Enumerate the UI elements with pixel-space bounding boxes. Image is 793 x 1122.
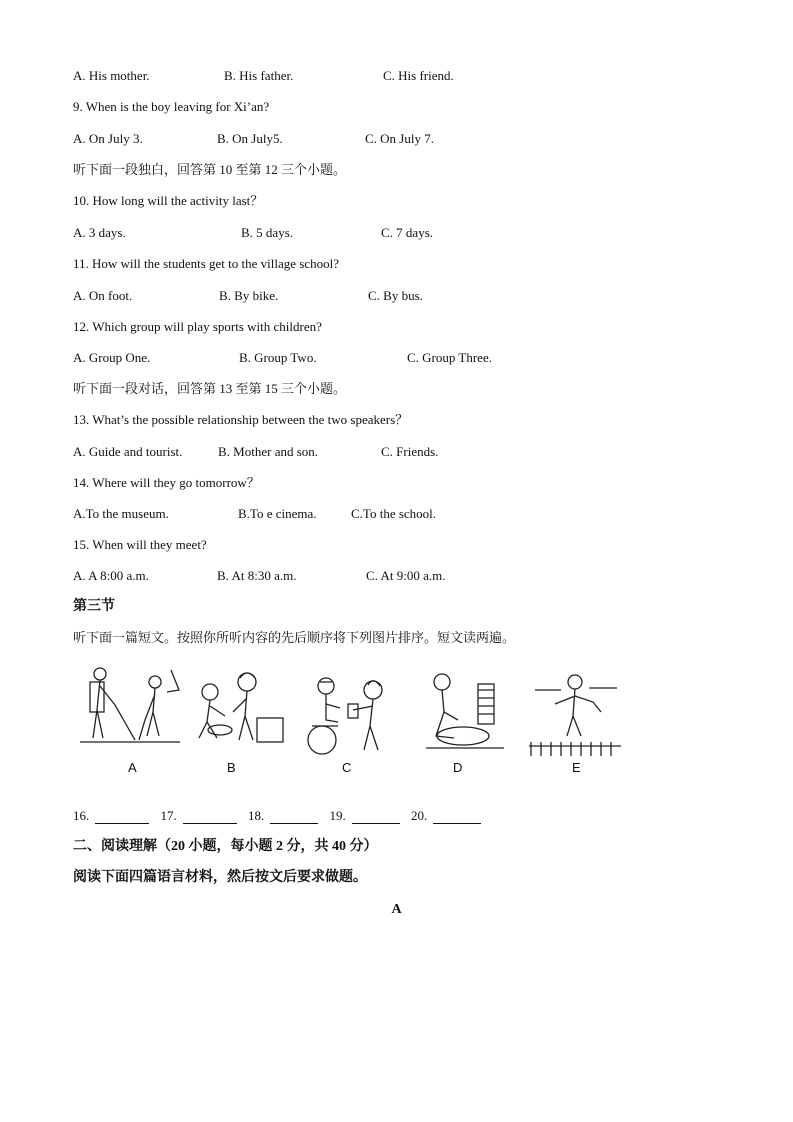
q10-option-c: C. 7 days. (381, 225, 433, 240)
q8-option-b: B. His father. (224, 68, 294, 83)
picture-b-cooking (185, 660, 290, 750)
q8-option-a: A. His mother. (73, 68, 150, 83)
q12-option-b: B. Group Two. (239, 350, 317, 365)
question-12: 12. Which group will play sports with children? (73, 319, 322, 334)
picture-c-wheelchair (298, 660, 408, 760)
answer-blanks (73, 808, 489, 824)
q8-option-c: C. His friend. (383, 68, 454, 83)
picture-e-farming (525, 660, 625, 760)
q9-option-c: C. On July 7. (365, 131, 434, 146)
part-2-instruction: 阅读下面四篇语言材料，然后按文后要求做题。 (73, 870, 367, 885)
blank-18-line[interactable] (270, 809, 318, 824)
question-13: 13. What’s the possible relationship between the two speakers？ (73, 412, 409, 427)
blank-18-label: 18. (248, 808, 265, 823)
picture-label-b: B (227, 760, 236, 775)
section-3-instruction: 听下面一篇短文。按照你所听内容的先后顺序将下列图片排序。短文读两遍。 (73, 630, 516, 645)
question-9: 9. When is the boy leaving for Xi’an? (73, 99, 270, 114)
blank-20-line[interactable] (433, 809, 481, 824)
q14-option-a: A.To the museum. (73, 506, 169, 521)
blank-16-line[interactable] (95, 809, 149, 824)
q10-option-b: B. 5 days. (241, 225, 293, 240)
q11-option-c: C. By bus. (368, 288, 423, 303)
instruction-13-15: 听下面一段对话，回答第 13 至第 15 三个小题。 (73, 381, 347, 396)
question-11: 11. How will the students get to the village school? (73, 256, 339, 271)
q15-option-c: C. At 9:00 a.m. (366, 568, 446, 583)
q13-option-b: B. Mother and son. (218, 444, 319, 459)
q12-option-c: C. Group Three. (407, 350, 492, 365)
section-3-title: 第三节 (73, 599, 115, 614)
instruction-10-12: 听下面一段独白，回答第 10 至第 12 三个小题。 (73, 162, 347, 177)
blank-19-label: 19. (329, 808, 346, 823)
blank-19-line[interactable] (352, 809, 400, 824)
q11-option-b: B. By bike. (219, 288, 279, 303)
blank-17-label: 17. (160, 808, 177, 823)
q14-option-c: C.To the school. (351, 506, 437, 521)
q14-option-b: B.To e cinema. (238, 506, 317, 521)
picture-a-sweeping (75, 660, 185, 750)
question-10: 10. How long will the activity last？ (73, 193, 264, 208)
q11-option-a: A. On foot. (73, 288, 133, 303)
picture-label-d: D (453, 760, 463, 775)
q10-option-a: A. 3 days. (73, 225, 126, 240)
question-14: 14. Where will they go tomorrow？ (73, 475, 260, 490)
picture-label-a: A (128, 760, 137, 775)
q13-option-a: A. Guide and tourist. (73, 444, 183, 459)
blank-17-line[interactable] (183, 809, 237, 824)
q15-option-a: A. A 8:00 a.m. (73, 568, 149, 583)
question-15: 15. When will they meet? (73, 537, 207, 552)
q15-option-b: B. At 8:30 a.m. (217, 568, 297, 583)
picture-label-e: E (572, 760, 581, 775)
q13-option-c: C. Friends. (381, 444, 439, 459)
q12-option-a: A. Group One. (73, 350, 151, 365)
q9-option-a: A. On July 3. (73, 131, 143, 146)
blank-16-label: 16. (73, 808, 90, 823)
blank-20-label: 20. (411, 808, 428, 823)
q9-option-b: B. On July5. (217, 131, 283, 146)
picture-d-washing (418, 660, 508, 755)
picture-label-c: C (342, 760, 352, 775)
passage-a-label: A (391, 902, 402, 917)
part-2-title: 二、阅读理解（20 小题，每小题 2 分，共 40 分） (73, 839, 378, 854)
